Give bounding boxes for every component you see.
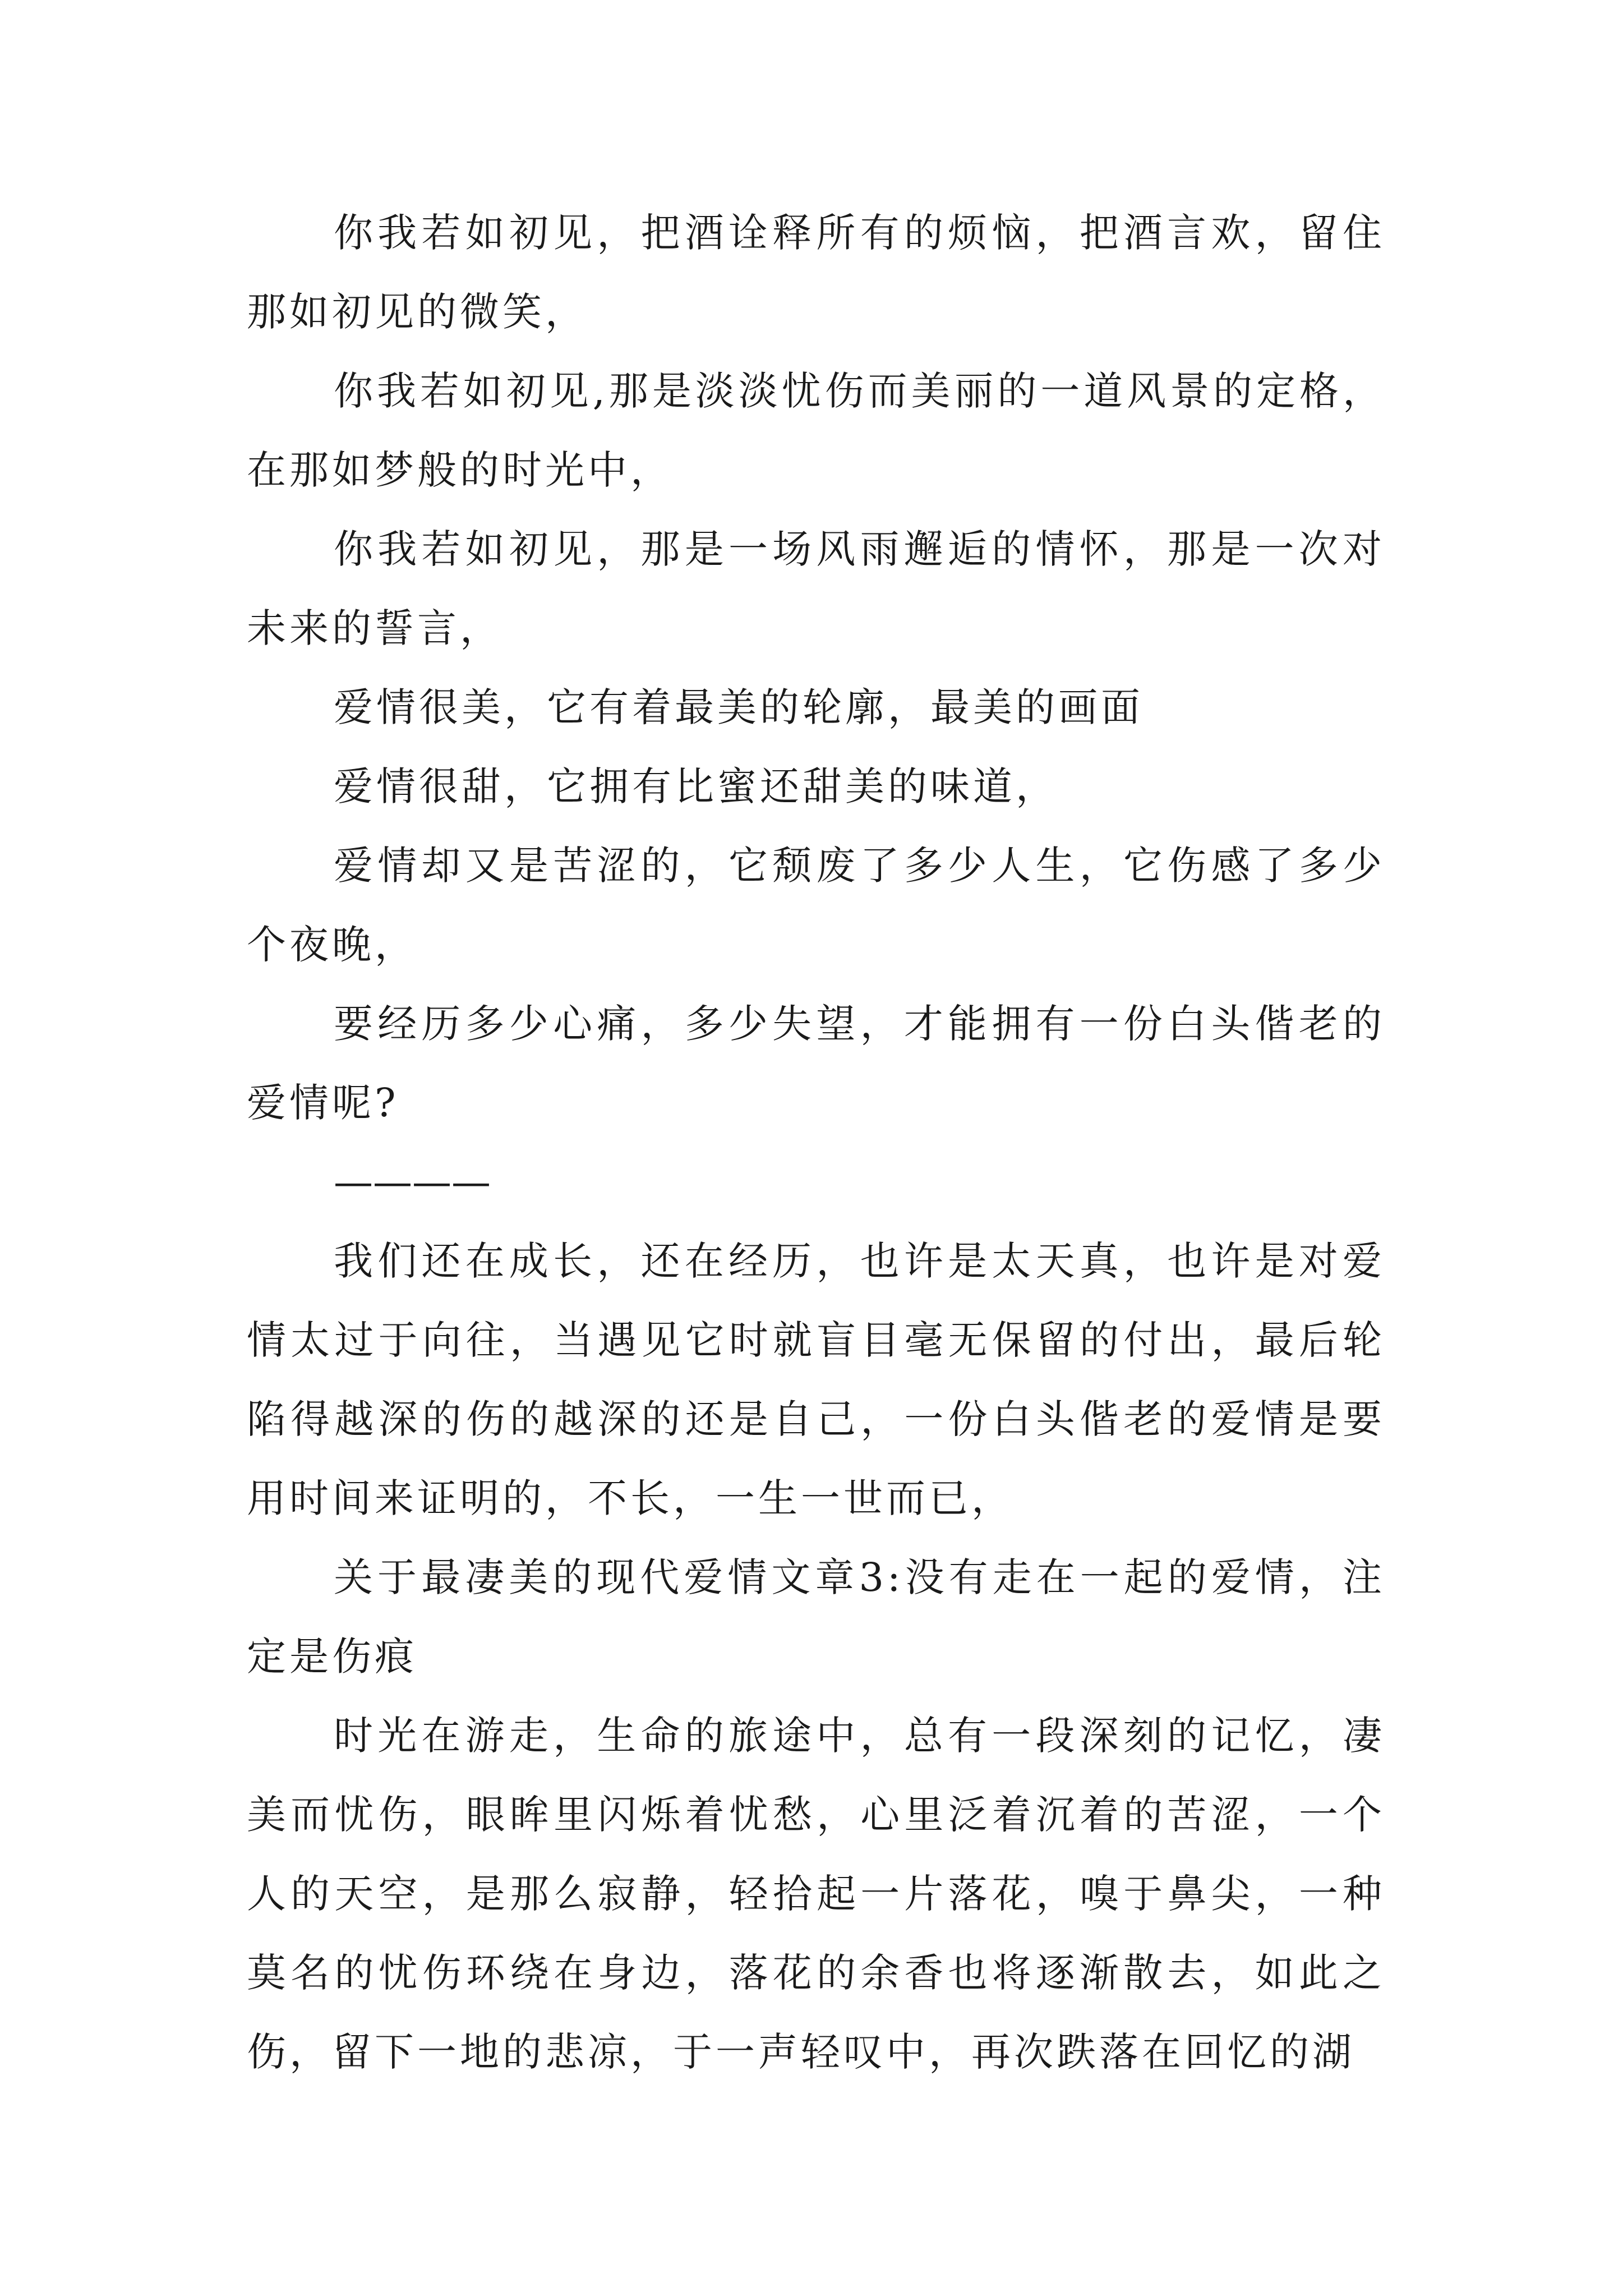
paragraph: 你我若如初见，把酒诠释所有的烦恼，把酒言欢，留住那如初见的微笑， bbox=[247, 210, 1385, 335]
separator-line: ———— bbox=[334, 1159, 491, 1205]
paragraph: 爱情却又是苦涩的，它颓废了多少人生，它伤感了多少个夜晚， bbox=[247, 843, 1385, 968]
paragraph: 要经历多少心痛，多少失望，才能拥有一份白头偕老的爱情呢? bbox=[247, 1001, 1385, 1126]
paragraph: 你我若如初见，那是一场风雨邂逅的情怀，那是一次对未来的誓言， bbox=[247, 526, 1385, 651]
paragraph: 时光在游走，生命的旅途中，总有一段深刻的记忆，凄美而忧伤，眼眸里闪烁着忧愁，心里泛着沉着的苦涩，一个人的天空，是那么寂静，轻拾起一片落花，嗅于鼻尖，一种莫名的忧伤环绕在身边，落花的余香也将逐渐散去，如此之伤，留下一地的悲凉，于一声轻叹中，再次跌落在回忆的湖 bbox=[247, 1713, 1385, 2075]
paragraph: 我们还在成长，还在经历，也许是太天真，也许是对爱情太过于向往，当遇见它时就盲目毫无保留的付出，最后轮陷得越深的伤的越深的还是自己，一份白头偕老的爱情是要用时间来证明的，不长，一生一世而已， bbox=[247, 1238, 1385, 1521]
paragraph: 爱情很甜，它拥有比蜜还甜美的味道， bbox=[334, 763, 1058, 809]
document-body bbox=[247, 194, 1385, 2092]
paragraph: 爱情很美，它有着最美的轮廓，最美的画面 bbox=[334, 684, 1144, 730]
section-heading: 关于最凄美的现代爱情文章3:没有走在一起的爱情，注定是伤痕 bbox=[247, 1554, 1385, 1680]
paragraph: 你我若如初见,那是淡淡忧伤而美丽的一道风景的定格，在那如梦般的时光中， bbox=[247, 368, 1385, 493]
